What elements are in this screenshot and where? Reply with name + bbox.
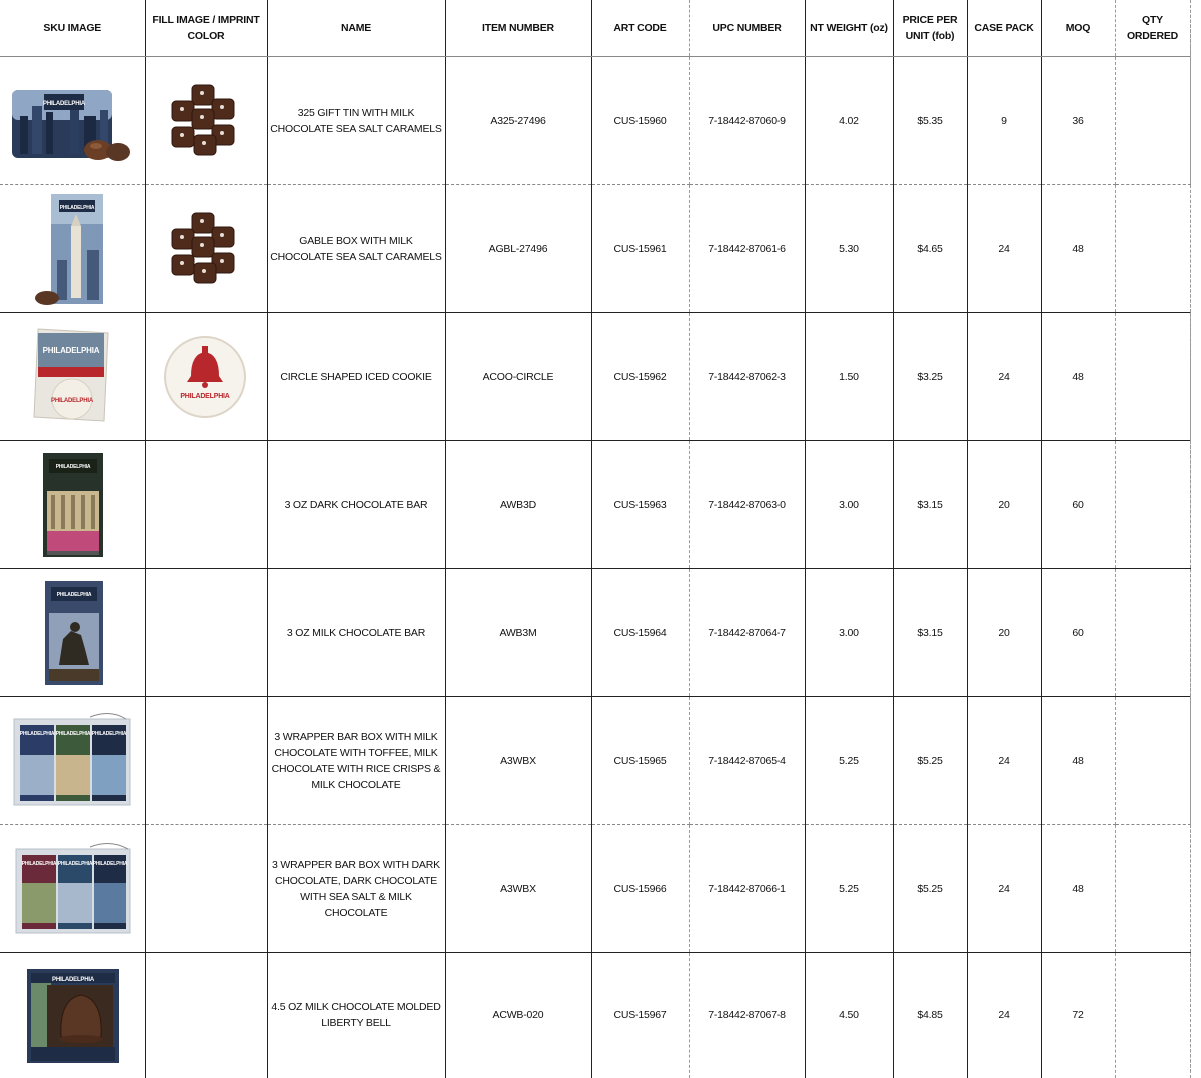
fill-image-cell: [145, 825, 267, 953]
qty-ordered-cell[interactable]: [1115, 185, 1190, 313]
case-pack: 24: [967, 697, 1041, 825]
price-per-unit: $5.35: [893, 57, 967, 185]
table-row: [0, 313, 1190, 441]
header-row: [0, 0, 1190, 57]
col-header-sku-image: SKU IMAGE: [0, 0, 145, 57]
price-per-unit: $3.25: [893, 313, 967, 441]
case-pack: 20: [967, 441, 1041, 569]
bell-box-logo-text: PHILADELPHIA: [52, 977, 95, 984]
caramels-image: [166, 209, 246, 289]
price-per-unit: $5.25: [893, 825, 967, 953]
net-weight: 5.30: [805, 185, 893, 313]
item-number: A3WBX: [445, 825, 591, 953]
item-number: AWB3M: [445, 569, 591, 697]
caramels-image: [166, 81, 246, 161]
qty-ordered-cell[interactable]: [1115, 313, 1190, 441]
moq: 48: [1041, 697, 1115, 825]
product-name: GABLE BOX WITH MILK CHOCOLATE SEA SALT CARAMELS: [267, 185, 445, 313]
product-name: 3 OZ DARK CHOCOLATE BAR: [267, 441, 445, 569]
box-logo-text-1: PHILADELPHIA: [21, 860, 57, 867]
table-row: [0, 441, 1190, 569]
upc-number: 7-18442-87064-7: [689, 569, 805, 697]
col-header-qty-ordered: QTY ORDERED: [1115, 0, 1190, 57]
case-pack: 20: [967, 569, 1041, 697]
cookie-package-image: [24, 321, 120, 433]
fill-image-cell: [145, 569, 267, 697]
moq: 48: [1041, 185, 1115, 313]
box-logo-text-3: PHILADELPHIA: [91, 730, 127, 737]
three-bar-box-image: [10, 839, 134, 939]
net-weight: 3.00: [805, 441, 893, 569]
fill-image-cell: [145, 185, 267, 313]
net-weight: 5.25: [805, 697, 893, 825]
sku-image-cell: [0, 697, 145, 825]
sku-image-cell: [0, 185, 145, 313]
three-bar-box-image: [10, 711, 134, 811]
net-weight: 4.02: [805, 57, 893, 185]
dark-chocolate-bar-image: [37, 451, 107, 559]
upc-number: 7-18442-87066-1: [689, 825, 805, 953]
art-code: CUS-15967: [591, 953, 689, 1078]
product-name: 4.5 OZ MILK CHOCOLATE MOLDED LIBERTY BELL: [267, 953, 445, 1078]
sku-image-cell: [0, 825, 145, 953]
price-per-unit: $5.25: [893, 697, 967, 825]
case-pack: 9: [967, 57, 1041, 185]
net-weight: 3.00: [805, 569, 893, 697]
art-code: CUS-15962: [591, 313, 689, 441]
liberty-bell-cookie-image: [161, 332, 251, 422]
col-header-case-pack: CASE PACK: [967, 0, 1041, 57]
qty-ordered-cell[interactable]: [1115, 57, 1190, 185]
col-header-item-number: ITEM NUMBER: [445, 0, 591, 57]
col-header-moq: MOQ: [1041, 0, 1115, 57]
tin-logo-text: PHILADELPHIA: [43, 100, 86, 107]
milk-bar-logo-text: PHILADELPHIA: [56, 591, 92, 598]
dark-bar-logo-text: PHILADELPHIA: [55, 463, 91, 470]
fill-image-cell: [145, 953, 267, 1078]
table-row: [0, 185, 1190, 313]
moq: 36: [1041, 57, 1115, 185]
col-header-price: PRICE PER UNIT (fob): [893, 0, 967, 57]
col-header-name: NAME: [267, 0, 445, 57]
cookie-pack-logo-text: PHILADELPHIA: [42, 345, 100, 355]
gable-logo-text: PHILADELPHIA: [59, 204, 95, 211]
col-header-fill-image-label: FILL IMAGE / IMPRINT COLOR: [152, 14, 260, 42]
qty-ordered-cell[interactable]: [1115, 697, 1190, 825]
item-number: ACOO-CIRCLE: [445, 313, 591, 441]
case-pack: 24: [967, 313, 1041, 441]
upc-number: 7-18442-87063-0: [689, 441, 805, 569]
fill-image-cell: [145, 441, 267, 569]
art-code: CUS-15960: [591, 57, 689, 185]
moq: 60: [1041, 569, 1115, 697]
col-header-upc: UPC NUMBER: [689, 0, 805, 57]
moq: 48: [1041, 825, 1115, 953]
art-code: CUS-15961: [591, 185, 689, 313]
product-name: CIRCLE SHAPED ICED COOKIE: [267, 313, 445, 441]
moq: 48: [1041, 313, 1115, 441]
sku-image-cell: [0, 569, 145, 697]
sku-image-cell: [0, 57, 145, 185]
table-row: [0, 953, 1190, 1078]
moq: 72: [1041, 953, 1115, 1078]
price-per-unit: $3.15: [893, 441, 967, 569]
art-code: CUS-15966: [591, 825, 689, 953]
moq: 60: [1041, 441, 1115, 569]
case-pack: 24: [967, 953, 1041, 1078]
upc-number: 7-18442-87061-6: [689, 185, 805, 313]
table-row: [0, 825, 1190, 953]
gable-box-image: [27, 190, 117, 308]
fill-image-cell: [145, 57, 267, 185]
table-row: [0, 569, 1190, 697]
art-code: CUS-15964: [591, 569, 689, 697]
price-per-unit: $4.85: [893, 953, 967, 1078]
col-header-art-code: ART CODE: [591, 0, 689, 57]
cookie-logo-text: PHILADELPHIA: [180, 392, 230, 400]
item-number: A325-27496: [445, 57, 591, 185]
box-logo-text-2: PHILADELPHIA: [55, 730, 91, 737]
net-weight: 5.25: [805, 825, 893, 953]
product-name: 3 OZ MILK CHOCOLATE BAR: [267, 569, 445, 697]
art-code: CUS-15965: [591, 697, 689, 825]
sku-image-cell: [0, 313, 145, 441]
product-name: 325 GIFT TIN WITH MILK CHOCOLATE SEA SALT CARAMELS: [267, 57, 445, 185]
qty-ordered-cell[interactable]: [1115, 441, 1190, 569]
box-logo-text-1: PHILADELPHIA: [19, 730, 55, 737]
upc-number: 7-18442-87062-3: [689, 313, 805, 441]
sku-image-cell: [0, 441, 145, 569]
sku-image-cell: [0, 953, 145, 1078]
right-margin-strip: [1190, 0, 1201, 1072]
qty-ordered-cell[interactable]: [1115, 953, 1190, 1078]
upc-number: 7-18442-87067-8: [689, 953, 805, 1078]
milk-chocolate-bar-image: [37, 579, 107, 687]
item-number: ACWB-020: [445, 953, 591, 1078]
item-number: AGBL-27496: [445, 185, 591, 313]
price-per-unit: $3.15: [893, 569, 967, 697]
case-pack: 24: [967, 825, 1041, 953]
fill-image-cell: [145, 697, 267, 825]
col-header-fill-image: [145, 0, 267, 57]
cookie-pack-inner-logo-text: PHILADELPHIA: [51, 397, 94, 404]
gift-tin-image: [10, 76, 134, 166]
net-weight: 1.50: [805, 313, 893, 441]
col-header-weight: NT WEIGHT (oz): [805, 0, 893, 57]
table-row: [0, 697, 1190, 825]
price-per-unit: $4.65: [893, 185, 967, 313]
art-code: CUS-15963: [591, 441, 689, 569]
item-number: A3WBX: [445, 697, 591, 825]
net-weight: 4.50: [805, 953, 893, 1078]
case-pack: 24: [967, 185, 1041, 313]
liberty-bell-box-image: [17, 963, 127, 1067]
qty-ordered-cell[interactable]: [1115, 569, 1190, 697]
product-name: 3 WRAPPER BAR BOX WITH MILK CHOCOLATE WITH TOFFEE, MILK CHOCOLATE WITH RICE CRISPS & MILK CHOCOLATE: [267, 697, 445, 825]
product-name: 3 WRAPPER BAR BOX WITH DARK CHOCOLATE, DARK CHOCOLATE WITH SEA SALT & MILK CHOCOLATE: [267, 825, 445, 953]
upc-number: 7-18442-87060-9: [689, 57, 805, 185]
fill-image-cell: [145, 313, 267, 441]
upc-number: 7-18442-87065-4: [689, 697, 805, 825]
item-number: AWB3D: [445, 441, 591, 569]
box-logo-text-3: PHILADELPHIA: [92, 860, 128, 867]
box-logo-text-2: PHILADELPHIA: [57, 860, 93, 867]
table-row: [0, 57, 1190, 185]
qty-ordered-cell[interactable]: [1115, 825, 1190, 953]
